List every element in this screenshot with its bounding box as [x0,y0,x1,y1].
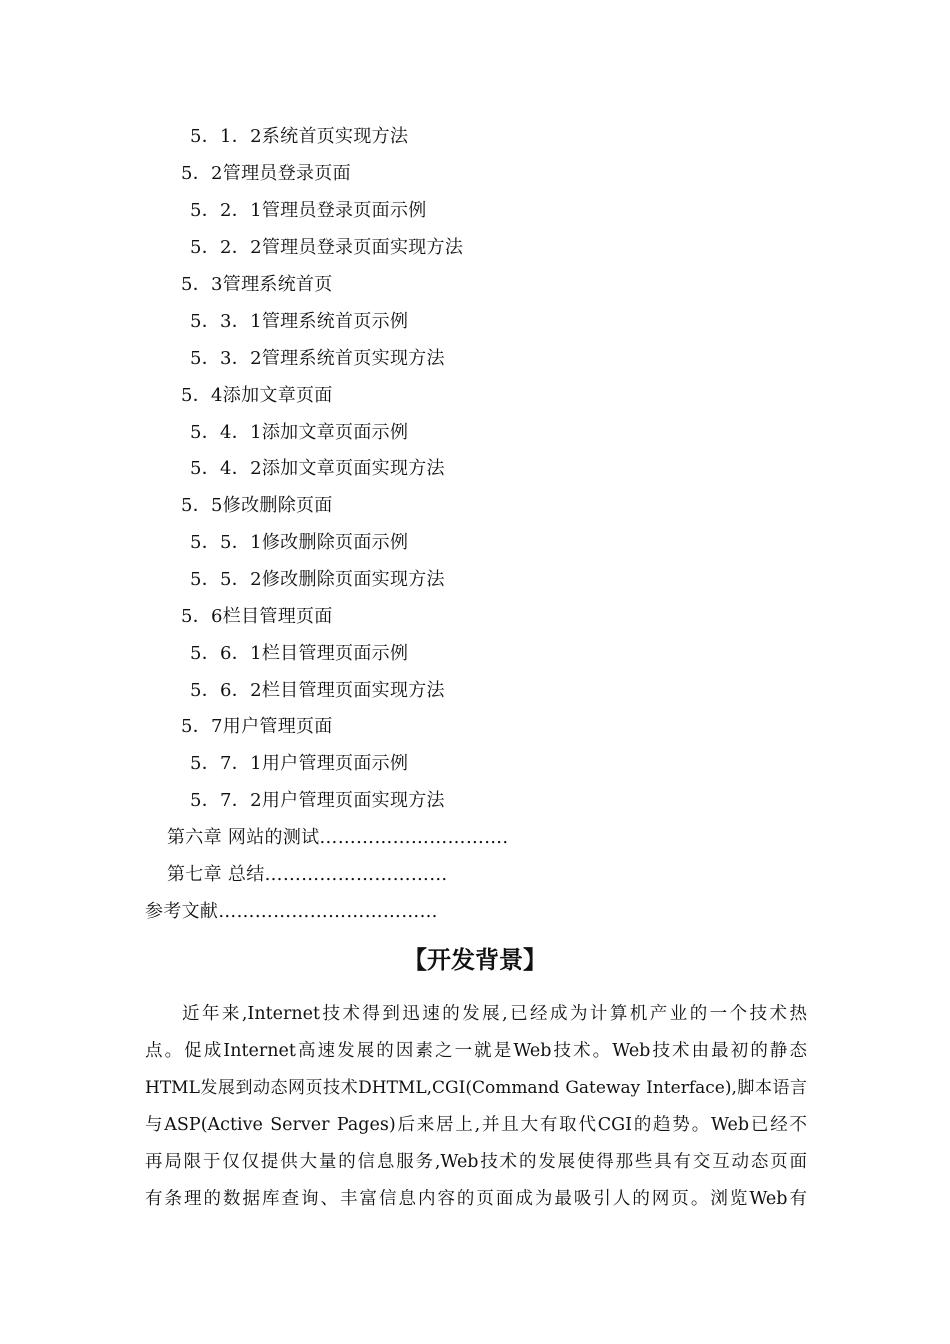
toc-entry: 5．4．2添加文章页面实现方法 [190,458,445,479]
paragraph-line: 近年来,Internet技术得到迅速的发展,已经成为计算机产业的一个技术热 [182,1004,807,1024]
toc-entry: 5．3．1管理系统首页示例 [190,311,409,332]
toc-entry: 5．4．1添加文章页面示例 [190,422,409,443]
toc-entry: 5．1．2系统首页实现方法 [190,126,409,147]
toc-entry: 5．7．1用户管理页面示例 [190,753,409,774]
paragraph-line: 再局限于仅仅提供大量的信息服务,Web技术的发展使得那些具有交互动态页面 [145,1152,807,1172]
toc-entry: 5．6．1栏目管理页面示例 [190,643,409,664]
toc-entry: 5．3管理系统首页 [181,274,333,295]
toc-entry: 5．6栏目管理页面 [181,606,333,627]
toc-entry: 5．5．1修改删除页面示例 [190,532,409,553]
toc-entry: 5．4添加文章页面 [181,385,333,406]
paragraph-line: 有条理的数据库查询、丰富信息内容的页面成为最吸引人的网页。浏览Web有 [145,1189,807,1209]
toc-entry: 5．6．2栏目管理页面实现方法 [190,680,445,701]
toc-chapter: 第六章 网站的测试…………………………. [167,827,509,848]
toc-entry: 5．5修改删除页面 [181,495,333,516]
section-heading: 【开发背景】 [403,946,547,974]
toc-entry: 5．2．1管理员登录页面示例 [190,200,427,221]
body-paragraph [145,996,807,1218]
toc-entry: 5．3．2管理系统首页实现方法 [190,348,445,369]
toc-entry: 5．7．2用户管理页面实现方法 [190,790,445,811]
toc-entry: 5．5．2修改删除页面实现方法 [190,569,445,590]
toc-entry: 5．2．2管理员登录页面实现方法 [190,237,464,258]
paragraph-line: HTML发展到动态网页技术DHTML,CGI(Command Gateway Interface),脚本语言 [145,1078,807,1098]
toc-references: 参考文献……………………………… [145,901,438,922]
toc-entry: 5．7用户管理页面 [181,716,333,737]
toc-entry: 5．2管理员登录页面 [181,163,351,184]
paragraph-line: 与ASP(Active Server Pages)后来居上,并且大有取代CGI的趋势。Web已经不 [145,1115,807,1135]
toc-chapter: 第七章 总结………………………… [167,864,448,885]
paragraph-line: 点。促成Internet高速发展的因素之一就是Web技术。Web技术由最初的静态 [145,1041,807,1061]
